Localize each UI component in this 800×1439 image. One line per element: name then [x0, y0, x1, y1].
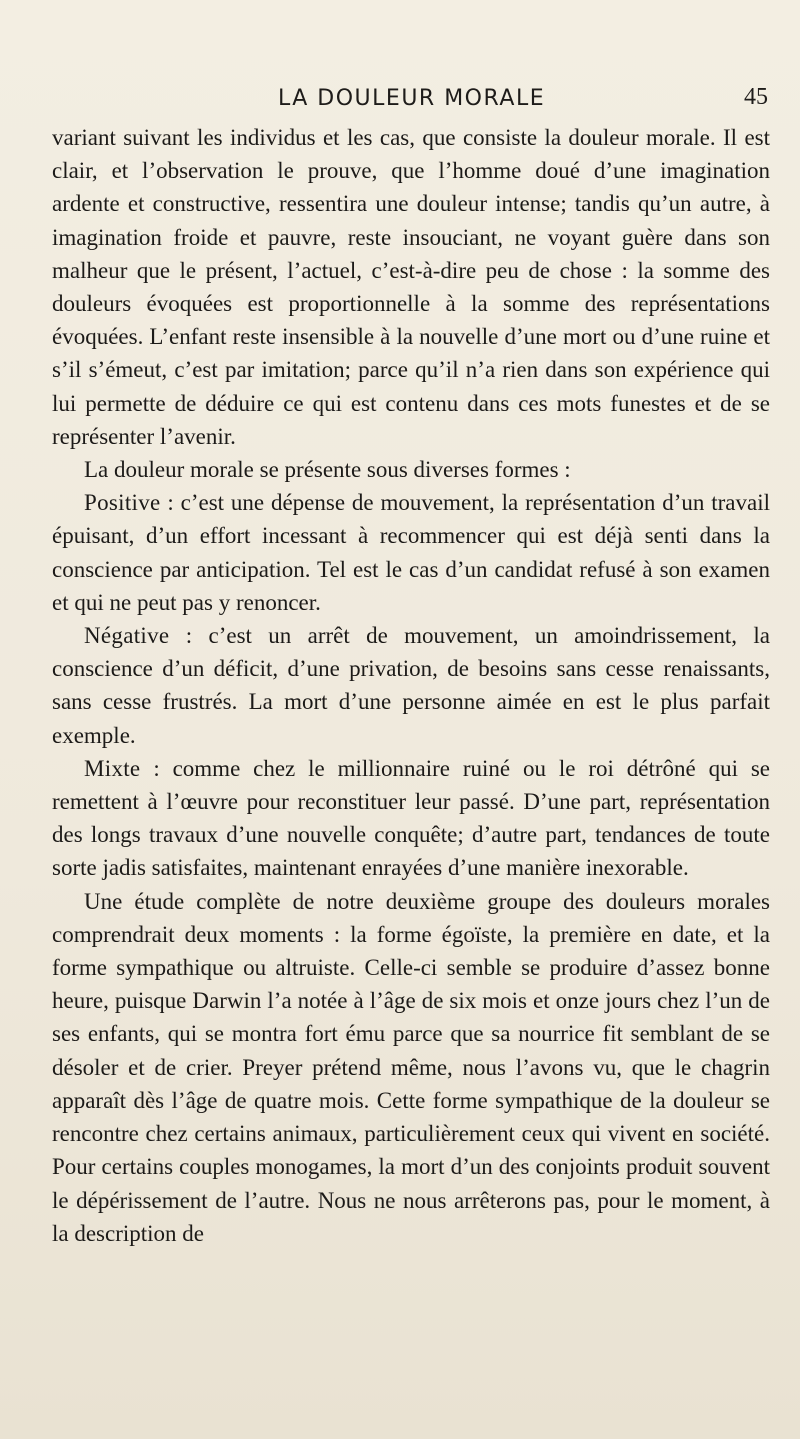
paragraph-positive	[52, 486, 770, 619]
form-label-mixed: Mixte	[84, 755, 141, 781]
paragraph-mixed	[52, 752, 770, 885]
running-title: LA DOULEUR MORALE	[278, 86, 546, 111]
paragraph-forms-intro	[52, 453, 770, 486]
paragraph-text: : c’est une dépense de mouvement, la représentation d’un travail épuisant, d’un effort incessant à recommencer qui est déjà senti dans la conscience par anticipation. Tel est le cas d’un candidat refusé à son examen et qui ne peut pas y renoncer.	[52, 490, 770, 615]
paragraph-text: Une étude complète de notre deuxième groupe des douleurs morales comprendrait deux moments : la forme égoïste, la première en date, et la forme sympathique ou altruiste. Celle-ci semble se produire d’assez bonne heure, puisque Darwin l’a notée à l’âge de six mois et onze jours chez l’un de ses enfants, qui se montra fort ému parce que sa nourrice fit semblant de se désoler et de crier. Preyer prétend même, nous l’avons vu, que le chagrin apparaît dès l’âge de quatre mois. Cette forme sympathique de la douleur se rencontre chez certains animaux, particulièrement ceux qui vivent en société. Pour certains couples monogames, la mort d’un des conjoints produit souvent le dépérissement de l’autre. Nous ne nous arrêterons pas, pour le moment, à la description de	[52, 888, 770, 1246]
paragraph-text: : comme chez le millionnaire ruiné ou le roi détrôné qui se remettent à l’œuvre pour reconstituer leur passé. D’une part, représentation des longs travaux d’une nouvelle conquête; d’autre part, tendances de toute sorte jadis satisfaites, maintenant enrayées d’une manière inexorable.	[52, 755, 770, 881]
page-number: 45	[744, 84, 768, 110]
body-text	[52, 121, 770, 1250]
form-label-negative: Négative	[84, 623, 170, 649]
paragraph-text: variant suivant les individus et les cas, que consiste la douleur morale. Il est clair, et l’observation le prouve, que l’homme doué d’une imagination ardente et constructive, ressentira une douleur intense; tandis qu’un autre, à imagination froide et pauvre, reste insouciant, ne voyant guère dans son malheur que le présent, l’actuel, c’est-à-dire peu de chose : la somme des douleurs évoquées est proportionnelle à la somme des représentations évoquées. L’enfant reste insensible à la nouvelle d’une mort ou d’une ruine et s’il s’émeut, c’est par imitation; parce qu’il n’a rien dans son expérience qui lui permette de déduire ce qui est contenu dans ces mots funestes et de se représenter l’avenir.	[52, 125, 770, 449]
paragraph-text: La douleur morale se présente sous diverses formes :	[84, 457, 571, 483]
paragraph-continuation	[52, 121, 770, 453]
paragraph-study	[52, 885, 770, 1250]
paragraph-text: : c’est un arrêt de mouvement, un amoindrissement, la conscience d’un déficit, d’une privation, de besoins sans cesse renaissants, sans cesse frustrés. La mort d’une personne aimée en est le plus parfait exemple.	[52, 623, 770, 748]
paragraph-negative	[52, 619, 770, 752]
page-header	[52, 86, 770, 116]
form-label-positive: Positive	[84, 490, 161, 516]
